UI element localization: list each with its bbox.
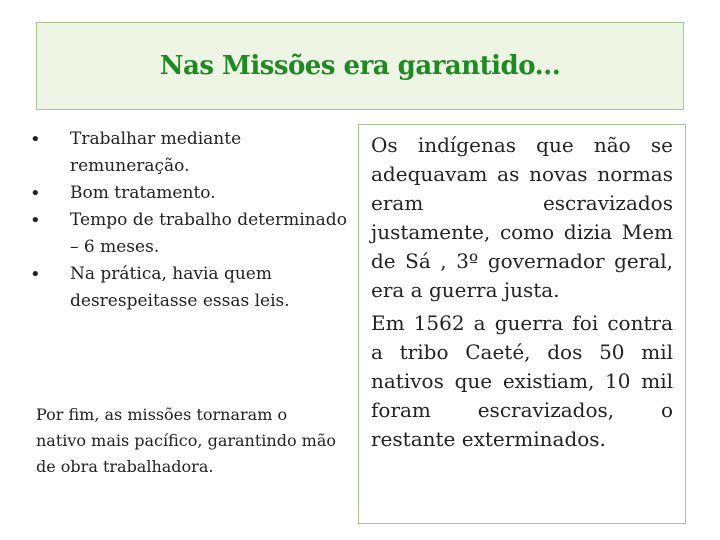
paragraph: Os indígenas que não se adequavam as novas normas eram escravizados justamente, como dizia Mem de Sá , 3º governador geral, era a guerra justa.	[371, 133, 673, 302]
bullet-icon: •	[30, 210, 41, 231]
bullet-text: Trabalhar mediante remuneração.	[70, 129, 242, 176]
list-item	[28, 261, 358, 315]
bullet-text: Tempo de trabalho determinado – 6 meses.	[70, 210, 347, 257]
summary-text: Por fim, as missões tornaram o nativo mais pacífico, garantindo mão de obra trabalhadora.	[36, 405, 336, 476]
right-text-box	[358, 124, 686, 524]
list-item	[28, 207, 358, 261]
bullet-icon: •	[30, 264, 41, 285]
bullet-icon: •	[30, 183, 41, 204]
list-item	[28, 126, 358, 180]
list-item	[28, 180, 358, 207]
bullet-text: Na prática, havia quem desrespeitasse essas leis.	[70, 264, 290, 311]
title-banner	[36, 22, 684, 110]
bullet-icon: •	[30, 129, 41, 150]
slide-title: Nas Missões era garantido...	[159, 51, 561, 81]
bullet-list	[28, 126, 358, 315]
left-column	[28, 126, 358, 315]
paragraph: Em 1562 a guerra foi contra a tribo Caeté, dos 50 mil nativos que existiam, 10 mil foram escravizados, o restante exterminados.	[371, 311, 673, 451]
bullet-text: Bom tratamento.	[70, 183, 216, 203]
